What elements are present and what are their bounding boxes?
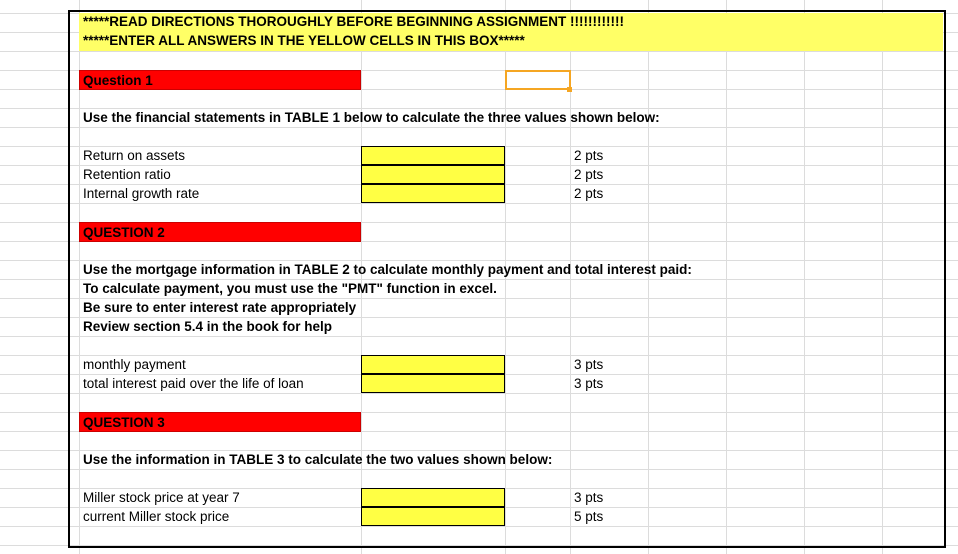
- q1-points-retention-ratio: 2 pts: [574, 167, 604, 182]
- q2-label-total-interest: total interest paid over the life of loan: [83, 376, 304, 391]
- question-1-instruction: Use the financial statements in TABLE 1 below to calculate the three values shown below:: [83, 110, 660, 125]
- question-2-instruction-1: Use the mortgage information in TABLE 2 to calculate monthly payment and total interest paid:: [83, 262, 692, 277]
- q1-points-internal-growth-rate: 2 pts: [574, 186, 604, 201]
- question-2-instruction-4: Review section 5.4 in the book for help: [83, 319, 333, 334]
- question-2-instruction-2: To calculate payment, you must use the "PMT" function in excel.: [83, 281, 497, 296]
- q2-label-monthly-payment: monthly payment: [83, 357, 186, 372]
- q2-points-total-interest: 3 pts: [574, 376, 604, 391]
- answer-box-border: [68, 10, 946, 548]
- question-3-instruction: Use the information in TABLE 3 to calculate the two values shown below:: [83, 452, 553, 467]
- q1-label-return-on-assets: Return on assets: [83, 148, 186, 163]
- q3-label-current-stock-price: current Miller stock price: [83, 509, 230, 524]
- q3-points-current-stock-price: 5 pts: [574, 509, 604, 524]
- question-2-instruction-3: Be sure to enter interest rate appropriately: [83, 300, 357, 315]
- banner-line-1: *****READ DIRECTIONS THOROUGHLY BEFORE BEGINNING ASSIGNMENT !!!!!!!!!!!!: [83, 14, 625, 29]
- q1-label-retention-ratio: Retention ratio: [83, 167, 171, 182]
- q3-label-stock-price-year-7: Miller stock price at year 7: [83, 490, 240, 505]
- q3-points-stock-price-year-7: 3 pts: [574, 490, 604, 505]
- q1-points-return-on-assets: 2 pts: [574, 148, 604, 163]
- question-3-heading: QUESTION 3: [83, 415, 165, 430]
- q2-points-monthly-payment: 3 pts: [574, 357, 604, 372]
- question-1-heading: Question 1: [83, 73, 153, 88]
- banner-line-2: *****ENTER ALL ANSWERS IN THE YELLOW CELLS IN THIS BOX*****: [83, 33, 525, 48]
- q1-label-internal-growth-rate: Internal growth rate: [83, 186, 200, 201]
- question-2-heading: QUESTION 2: [83, 225, 165, 240]
